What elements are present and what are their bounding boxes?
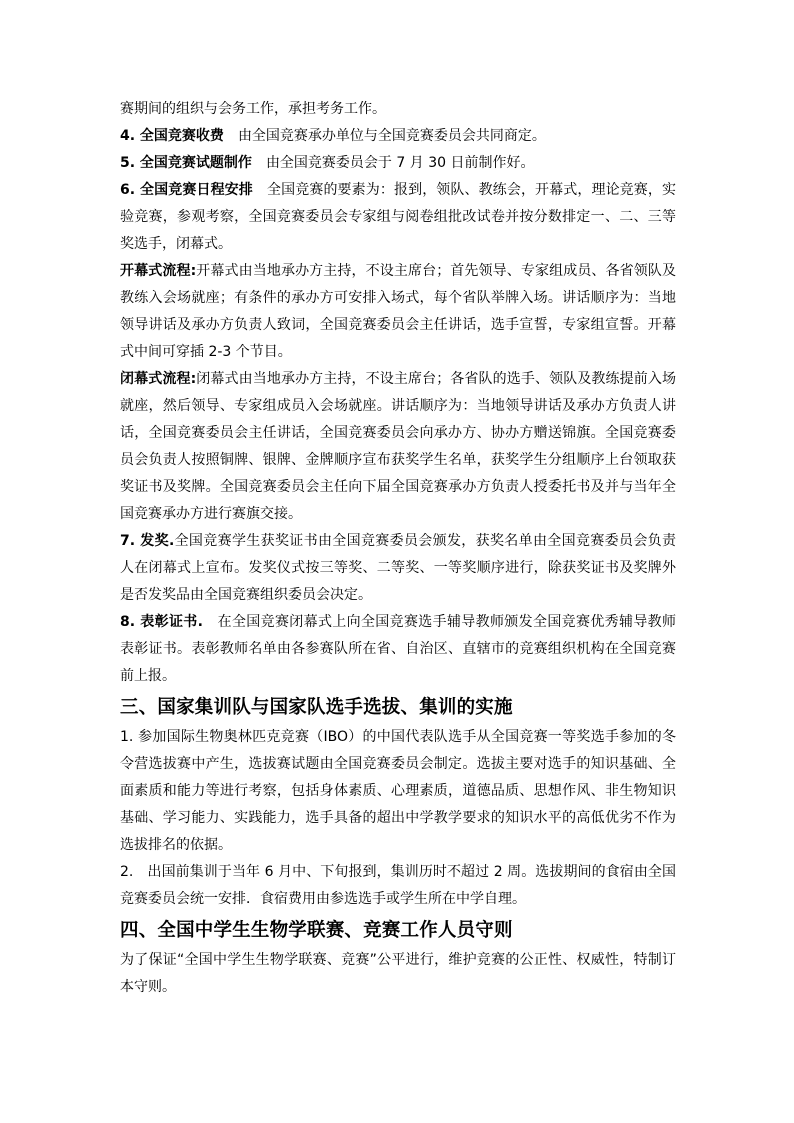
paragraph-text: 在全国竞赛闭幕式上向全国竞赛选手辅导教师颁发全国竞赛优秀辅导教师表彰证书。表彰教师名单由各参赛队所在省、自治区、直辖市的竞赛组织机构在全国竞赛前上报。	[120, 614, 676, 684]
paragraph-exam-affairs	[120, 96, 676, 123]
paragraph-selection	[120, 724, 676, 859]
paragraph-text: 由全国竞赛委员会于 7 月 30 日前制作好。	[265, 155, 535, 171]
paragraph-text: 为了保证“全国中学生生物学联赛、竞赛”公平进行，维护竞赛的公正性、权威性，特制订本守则。	[120, 952, 676, 995]
paragraph-schedule	[120, 177, 676, 258]
paragraph-text: 赛期间的组织与会务工作，承担考务工作。	[120, 101, 386, 117]
paragraph-awards	[120, 528, 676, 609]
section-heading-staff-rules: 四、全国中学生生物学联赛、竞赛工作人员守则	[120, 920, 513, 941]
paragraph-training	[120, 859, 676, 913]
paragraph-text: 1. 参加国际生物奥林匹克竞赛（IBO）的中国代表队选手从全国竞赛一等奖选手参加的冬令营选拔赛中产生，选拔赛试题由全国竞赛委员会制定。选拔主要对选手的知识基础、全面素质和能力等进行考察，包括身体素质、心理素质，道德品质、思想作风、非生物知识基础、学习能力、实践能力，选手具备的超出中学教学要求的知识水平的高低优劣不作为选拔排名的依据。	[120, 729, 676, 853]
paragraph-text: 由全国竞赛承办单位与全国竞赛委员会共同商定。	[237, 128, 546, 144]
paragraph-label: 8. 表彰证书.	[120, 614, 203, 630]
paragraph-text: 开幕式由当地承办方主持，不设主席台；首先领导、专家组成员、各省领队及教练入会场就座；有条件的承办方可安排入场式，每个省队举牌入场。讲话顺序为：当地领导讲话及承办方负责人致词，全国竞赛委员会主任讲话，选手宣誓，专家组宣誓。开幕式中间可穿插 2-3 个节目。	[120, 263, 676, 360]
paragraph-commendation	[120, 609, 676, 690]
paragraph-label: 4. 全国竞赛收费	[120, 128, 224, 144]
paragraph-text: 全国竞赛的要素为：报到，领队、教练会，开幕式，理论竞赛，实验竞赛，参观考察，全国竞赛委员会专家组与阅卷组批改试卷并按分数排定一、二、三等奖选手，闭幕式。	[120, 182, 677, 252]
paragraph-fees	[120, 123, 676, 150]
paragraph-text: 全国竞赛学生获奖证书由全国竞赛委员会颁发，获奖名单由全国竞赛委员会负责人在闭幕式上宣布。发奖仪式按三等奖、二等奖、一等奖顺序进行，除获奖证书及奖牌外是否发奖品由全国竞赛组织委员会决定。	[120, 533, 676, 603]
paragraph-text: 闭幕式由当地承办方主持，不设主席台；各省队的选手、领队及教练提前入场就座，然后领导、专家组成员入会场就座。讲话顺序为：当地领导讲话及承办方负责人讲话，全国竞赛委员会主任讲话，全国竞赛委员会向承办方、协办方赠送锦旗。全国竞赛委员会负责人按照铜牌、银牌、金牌顺序宣布获奖学生名单，获奖学生分组顺序上台领取获奖证书及奖牌。全国竞赛委员会主任向下届全国竞赛承办方负责人授委托书及并与当年全国竞赛承办方进行赛旗交接。	[120, 371, 676, 522]
paragraph-label: 闭幕式流程:	[120, 371, 197, 387]
paragraph-closing-ceremony	[120, 366, 676, 528]
section-heading-national-team: 三、国家集训队与国家队选手选拔、集训的实施	[120, 697, 513, 718]
paragraph-opening-ceremony	[120, 258, 676, 366]
paragraph-label: 7. 发奖.	[120, 533, 175, 549]
paragraph-text: 2. 出国前集训于当年 6 月中、下旬报到，集训历时不超过 2 周。选拔期间的食宿由全国竞赛委员会统一安排．食宿费用由参选选手或学生所在中学自理。	[120, 864, 676, 907]
paragraph-label: 5. 全国竞赛试题制作	[120, 155, 252, 171]
paragraph-label: 6. 全国竞赛日程安排	[120, 182, 253, 198]
paragraph-rules-intro	[120, 947, 676, 1001]
document-page	[120, 96, 676, 1001]
paragraph-label: 开幕式流程:	[120, 263, 197, 279]
paragraph-exam-production	[120, 150, 676, 177]
